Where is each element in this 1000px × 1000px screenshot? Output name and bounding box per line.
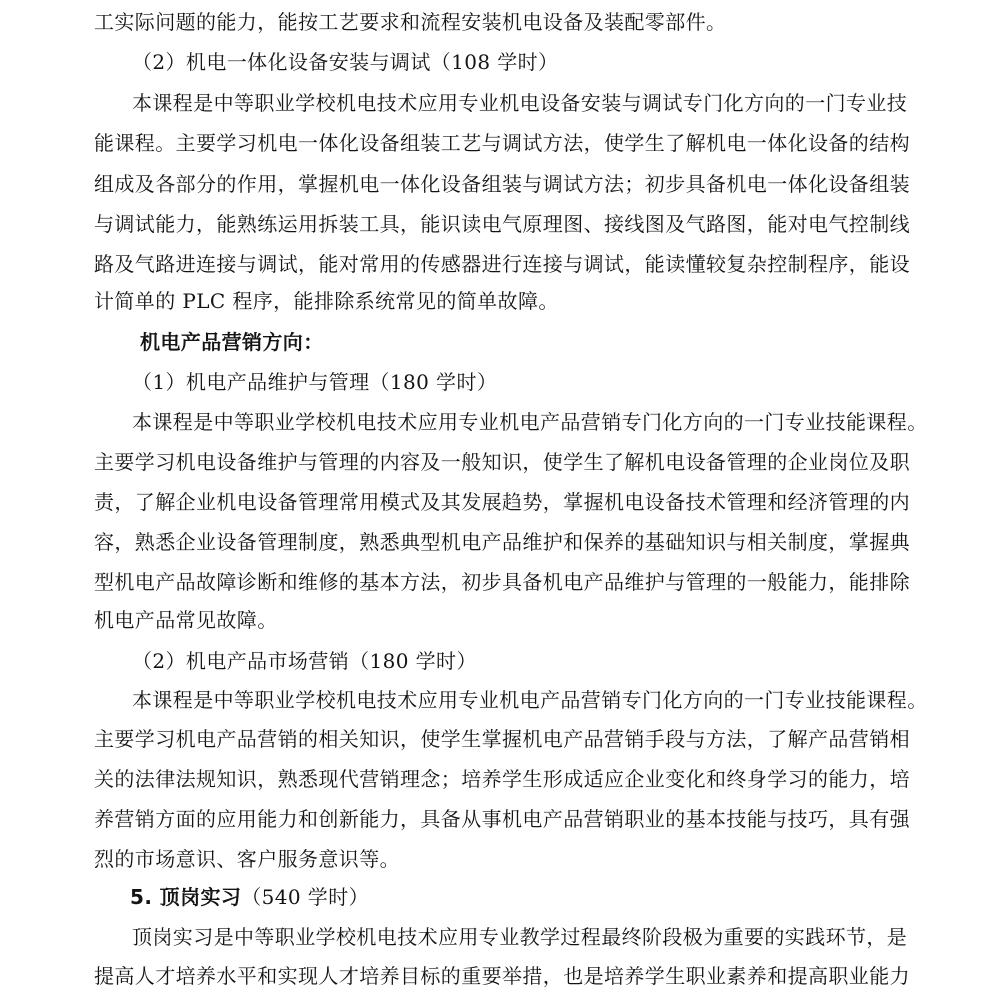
- paragraph-line: 本课程是中等职业学校机电技术应用专业机电产品营销专门化方向的一门专业技能课程。: [132, 688, 928, 712]
- paragraph-line: 主要学习机电设备维护与管理的内容及一般知识，使学生了解机电设备管理的企业岗位及职: [94, 450, 910, 474]
- paragraph-line: 路及气路进连接与调试，能对常用的传感器进行连接与调试，能读懂较复杂控制程序，能设: [94, 252, 910, 276]
- course-heading: （1）机电产品维护与管理（180 学时）: [132, 370, 498, 394]
- paragraph-line: 能课程。主要学习机电一体化设备组装工艺与调试方法，使学生了解机电一体化设备的结构: [94, 131, 910, 155]
- section-heading: 机电产品营销方向：: [140, 330, 324, 354]
- course-heading: （2）机电一体化设备安装与调试（108 学时）: [132, 50, 559, 74]
- paragraph-line: 与调试能力，能熟练运用拆装工具，能识读电气原理图、接线图及气路图，能对电气控制线: [94, 212, 910, 236]
- paragraph-line: 本课程是中等职业学校机电技术应用专业机电设备安装与调试专门化方向的一门专业技: [132, 91, 908, 115]
- section-hours: （540 学时）: [241, 885, 370, 909]
- paragraph-line: 容，熟悉企业设备管理制度，熟悉典型机电产品维护和保养的基础知识与相关制度，掌握典: [94, 530, 910, 554]
- paragraph-line: 本课程是中等职业学校机电技术应用专业机电产品营销专门化方向的一门专业技能课程。: [132, 410, 928, 434]
- paragraph-line: 组成及各部分的作用，掌握机电一体化设备组装与调试方法；初步具备机电一体化设备组装: [94, 172, 910, 196]
- paragraph-line: 主要学习机电产品营销的相关知识，使学生掌握机电产品营销手段与方法，了解产品营销相: [94, 727, 910, 751]
- paragraph-line: 责，了解企业机电设备管理常用模式及其发展趋势，掌握机电设备技术管理和经济管理的内: [94, 490, 910, 514]
- text-line: 工实际问题的能力，能按工艺要求和流程安装机电设备及装配零部件。: [94, 10, 727, 34]
- paragraph-line: 养营销方面的应用能力和创新能力，具备从事机电产品营销职业的基本技能与技巧，具有强: [94, 807, 910, 831]
- section-title: 5. 顶岗实习: [130, 885, 242, 909]
- paragraph-line: 关的法律法规知识，熟悉现代营销理念；培养学生形成适应企业变化和终身学习的能力，培: [94, 767, 910, 791]
- section-heading-row: [130, 883, 369, 911]
- paragraph-line: 提高人才培养水平和实现人才培养目标的重要举措，也是培养学生职业素养和提高职业能力: [94, 964, 910, 988]
- course-heading: （2）机电产品市场营销（180 学时）: [132, 649, 477, 673]
- paragraph-line: 计简单的 PLC 程序，能排除系统常见的简单故障。: [94, 289, 559, 313]
- paragraph-line: 烈的市场意识、客户服务意识等。: [94, 847, 400, 871]
- paragraph-line: 机电产品常见故障。: [94, 608, 278, 632]
- paragraph-line: 型机电产品故障诊断和维修的基本方法，初步具备机电产品维护与管理的一般能力，能排除: [94, 570, 910, 594]
- paragraph-line: 顶岗实习是中等职业学校机电技术应用专业教学过程最终阶段极为重要的实践环节，是: [132, 925, 908, 949]
